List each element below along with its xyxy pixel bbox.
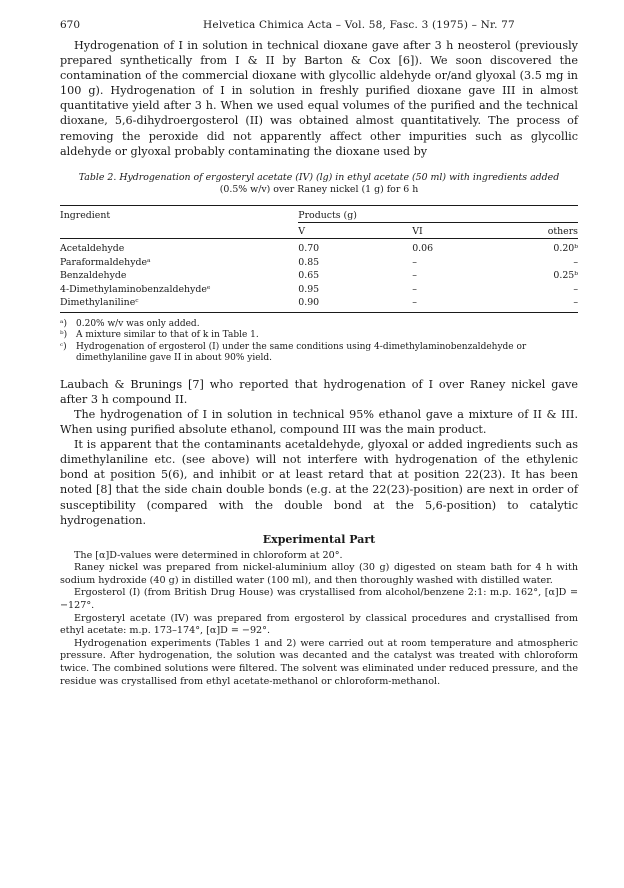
- cell-ingredient: Benzaldehyde: [60, 270, 127, 282]
- cell-ingredient: 4-Dimethylaminobenzaldehydeᵉ: [60, 283, 211, 295]
- cell-vi: –: [412, 296, 516, 312]
- table-row: [60, 283, 578, 297]
- results-table: [60, 205, 578, 313]
- exp-paragraph-4: Ergosteryl acetate (IV) was prepared from ergosterol by classical procedures and crystallised from ethyl acetate: m.p. 173–174°, [α]D = −92°.: [60, 612, 578, 637]
- header-others: others: [516, 225, 578, 239]
- cell-ingredient: Acetaldehyde: [60, 243, 125, 255]
- footnote: ᵃ) 0.20% w/v was only added.: [60, 318, 200, 329]
- header-ingredient: Ingredient: [60, 210, 111, 221]
- cell-v: 0.85: [298, 256, 320, 268]
- footnote: ᵇ) A mixture similar to that of k in Table 1.: [60, 330, 259, 341]
- cell-v: 0.90: [298, 296, 412, 312]
- exp-paragraph-3: Ergosterol (I) (from British Drug House) was crystallised from alcohol/benzene 2:1: m.p. 162°, [α]D = −127°.: [60, 587, 578, 612]
- cell-others: 0.25ᵇ: [553, 270, 578, 282]
- paragraph-contaminants: It is apparent that the contaminants acetaldehyde, glyoxal or added ingredients such as dimethylaniline etc. (see above) will not interfere with hydrogenation of the ethylenic bond at position 5(6), and inhibit or at least retard that at position 22(23). It has been noted [8] that the side chain double bonds (e.g. at the 22(23)-position) are next in order of susceptibility (compared with the double bond at the 5,6-position) to catalytic hydrogenation.: [60, 438, 578, 527]
- cell-vi: 0.06: [412, 243, 434, 255]
- paragraph-laubach: Laubach & Brunings [7] who reported that hydrogenation of I over Raney nickel gave after 3 h compound II.: [60, 377, 578, 406]
- section-title: Experimental Part: [262, 532, 376, 546]
- cell-vi: –: [412, 283, 417, 295]
- table-row: [60, 296, 578, 312]
- cell-others: –: [516, 296, 578, 312]
- cell-v: 0.65: [298, 270, 320, 282]
- paragraph-ethanol: The hydrogenation of I in solution in technical 95% ethanol gave a mixture of II & III. When using purified absolute ethanol, compound III was the main product.: [60, 407, 578, 437]
- cell-v: 0.70: [298, 243, 320, 255]
- table-row: [60, 256, 578, 270]
- table-caption-line1: Table 2. Hydrogenation of ergosteryl acetate (IV) (lg) in ethyl acetate (50 ml) with ingredients added: [78, 171, 560, 183]
- cell-ingredient: Dimethylanilineᶜ: [60, 296, 298, 312]
- header-vi: VI: [412, 225, 516, 239]
- table-row: [60, 239, 578, 256]
- header-products: Products (g): [298, 209, 357, 221]
- cell-v: 0.95: [298, 283, 320, 295]
- cell-others: 0.20ᵇ: [553, 243, 578, 255]
- table-footnotes: [60, 319, 578, 365]
- table-caption-line2: (0.5% w/v) over Raney nickel (1 g) for 6 h: [219, 183, 419, 195]
- header-v: V: [298, 225, 412, 239]
- table-row: [60, 269, 578, 283]
- running-title: Helvetica Chimica Acta – Vol. 58, Fasc. 3 (1975) – Nr. 77: [203, 19, 515, 31]
- paper-page: [60, 18, 578, 688]
- footnote: ᶜ) Hydrogenation of ergosterol (I) under the same conditions using 4-dimethylaminobenzaldehyde or dimethylaniline gave II in about 90% yield.: [60, 341, 527, 364]
- cell-others: –: [573, 283, 578, 295]
- page-number: 670: [60, 19, 81, 31]
- exp-paragraph-1: The [α]D-values were determined in chloroform at 20°.: [74, 549, 343, 561]
- running-header: [60, 18, 578, 32]
- exp-paragraph-5: Hydrogenation experiments (Tables 1 and 2) were carried out at room temperature and atmospheric pressure. After hydrogenation, the solution was decanted and the catalyst was treated with chloroform twice. The combined solutions were filtered. The solvent was eliminated under reduced pressure, and the residue was crystallised from ethyl acetate-methanol or chloroform-methanol.: [60, 637, 578, 687]
- table-caption: [60, 172, 578, 196]
- cell-vi: –: [412, 270, 417, 282]
- cell-vi: –: [412, 256, 417, 268]
- cell-ingredient: Paraformaldehydeᵃ: [60, 256, 151, 268]
- cell-others: –: [573, 256, 578, 268]
- exp-paragraph-2: Raney nickel was prepared from nickel-aluminium alloy (30 g) digested on steam bath for 4 h with sodium hydroxide (40 g) in distilled water (100 ml), and then thoroughly washed with distilled water.: [60, 562, 578, 586]
- paragraph-top: Hydrogenation of I in solution in technical dioxane gave after 3 h neosterol (previously prepared synthetically from I & II by Barton & Cox [6]). We soon discovered the contamination of the commercial dioxane with glycollic aldehyde or/and glyoxal (3.5 mg in 100 g). Hydrogenation of I in solution in freshly purified dioxane gave III in almost quantitative yield after 3 h. When we used equal volumes of the purified and the technical dioxane, 5,6-dihydroergosterol (II) was obtained almost quantitatively. The process of removing the peroxide did not apparently affect other impurities such as glycollic aldehyde or glyoxal probably contaminating the dioxane used by: [60, 39, 578, 158]
